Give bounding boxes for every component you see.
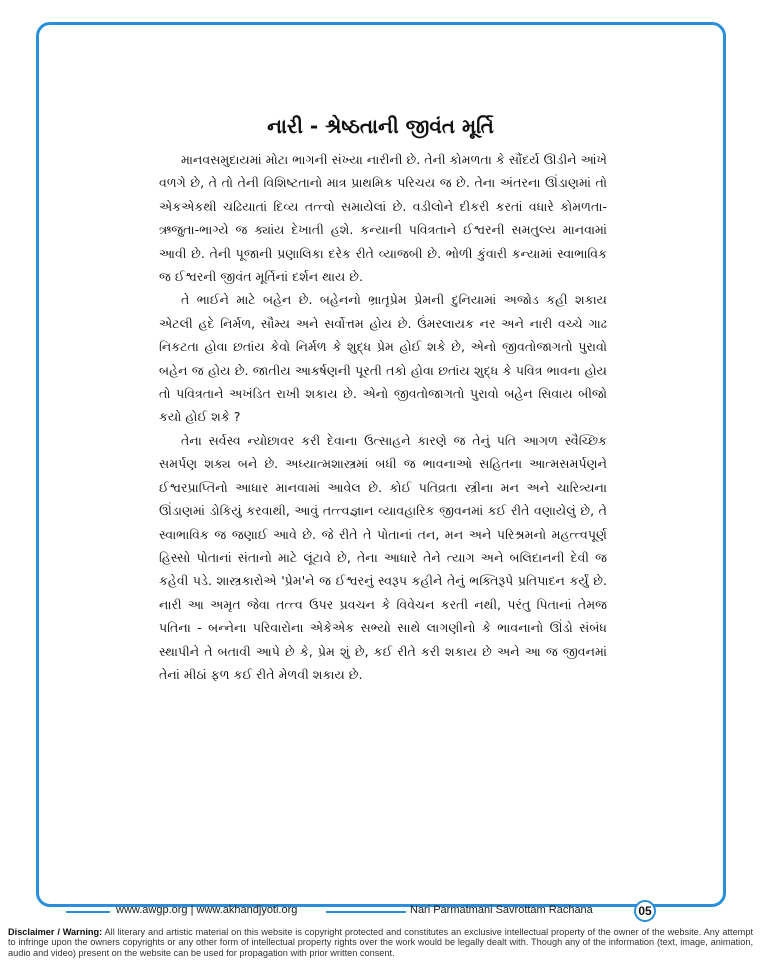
paragraph: માનવસમુદાયમાં મોટા ભાગની સંખ્યા નારીની છે. તેની કોમળતા કે સૌંદર્ય ઊડીને આંખે વળગે છે, તે તો તેની વિશિષ્ટતાનો માત્ર પ્રાથમિક પરિચય જ છે. તેના અંતરના ઊંડાણમાં તો એકએકથી ચઢિયાતાં દિવ્ય તત્ત્વો સમાયેલાં છે. વડીલોને દીકરી કરતાં વધારે કોમળતા-ઋજુતા-ભાગ્યે જ ક્યાંય દેખાતી હશે. કન્યાની પવિત્રતાને ઈશ્વરની સમતુલ્ય માનવામાં આવી છે. તેની પૂજાની પ્રણાલિકા દરેક રીતે વ્યાજબી છે. ભોળી કુંવારી કન્યામાં સ્વાભાવિક જ ઈશ્વરની જીવંત મૂર્તિનાં દર્શન થાય છે.	[159, 152, 607, 285]
footer-divider	[326, 911, 406, 913]
footer-divider	[66, 911, 110, 913]
disclaimer	[8, 927, 753, 958]
page-footer	[36, 900, 726, 924]
page-title: નારી - શ્રેષ્ઠતાની જીવંત મૂર્તિ	[267, 114, 494, 138]
page-number-badge: 05	[634, 900, 656, 922]
footer-book-title: Nari Parmatmani Savrottam Rachana	[410, 904, 593, 916]
paragraph: તેના સર્વસ્વ ન્યોછાવર કરી દેવાના ઉત્સાહને કારણે જ તેનું પતિ આગળ સ્વૈચ્છિક સમર્પણ શક્ય બને છે. અધ્યાત્મશાસ્ત્રમાં બધી જ ભાવનાઓ સહિતના આત્મસમર્પણને ઈશ્વરપ્રાપ્તિનો આધાર માનવામાં આવેલ છે. કોઈ પતિવ્રતા સ્ત્રીના મન અને ચારિત્ર્યના ઊંડાણમાં ડોકિયું કરવાથી, આવું તત્ત્વજ્ઞાન વ્યાવહારિક જીવનમાં કઈ રીતે વણાયેલું છે, તે સ્વાભાવિક જ જણાઈ આવે છે. જે રીતે તે પોતાનાં તન, મન અને પરિશ્રમનો મહત્ત્વપૂર્ણ હિસ્સો પોતાનાં સંતાનો માટે લૂંટાવે છે, તેના આધારે તેને ત્યાગ અને બલિદાનની દેવી જ કહેવી પડે. શાસ્ત્રકારોએ 'પ્રેમ'ને જ ઈશ્વરનું સ્વરૂપ કહીને તેનું ભક્તિરૂપે પ્રતિપાદન કર્યું છે. નારી આ અમૃત જેવા તત્ત્વ ઉપર પ્રવચન કે વિવેચન કરતી નથી, પરંતુ પિતાનાં તેમજ પતિના - બન્નેના પરિવારોના એકેએક સભ્યો સાથે લાગણીનો કે ભાવનાનો ઊંડો સંબંધ સ્થાપીને તે બતાવી આપે છે કે, પ્રેમ શું છે, કઈ રીતે કરી શકાય છે અને આ જ જીવનમાં તેનાં મીઠાં ફળ કઈ રીતે મેળવી શકાય છે.	[159, 432, 607, 682]
paragraph: તે ભાઈને માટે બહેન છે. બહેનનો ભ્રાતૃપ્રેમ પ્રેમની દુનિયામાં અજોડ કહી શકાય એટલી હદે નિર્મળ, સૌમ્ય અને સર્વોત્તમ હોય છે. ઉંમરલાયક નર અને નારી વચ્ચે ગાઢ નિકટતા હોવા છતાંય કેવો નિર્મળ કે શુદ્ધ પ્રેમ હોઈ શકે છે, એનો જીવતોજાગતો પુરાવો બહેન જ હોય છે. જાતીય આકર્ષણની પૂરતી તકો હોવા છતાંય શુદ્ધ કે પવિત્ર ભાવના હોય તો પવિત્રતાને અખંડિત રાખી શકાય છે. એનો જીવતોજાગતો પુરાવો બહેન સિવાય બીજો કયો હોઈ શકે ?	[159, 292, 607, 425]
footer-website-links[interactable]: www.awgp.org | www.akhandjyoti.org	[116, 904, 298, 916]
disclaimer-text: All literary and artistic material on this website is copyright protected and constitutes an exclusive intellectual property of the owner of the website. Any attempt to infringe upon the owners copyrights or any other form of intellectual property rights over the work would be legally dealt with. Though any of the information (text, image, animation, audio and video) present on the website can be used for propagation with prior written consent.	[8, 927, 753, 958]
article-body	[159, 148, 607, 686]
disclaimer-label: Disclaimer / Warning:	[8, 927, 103, 937]
